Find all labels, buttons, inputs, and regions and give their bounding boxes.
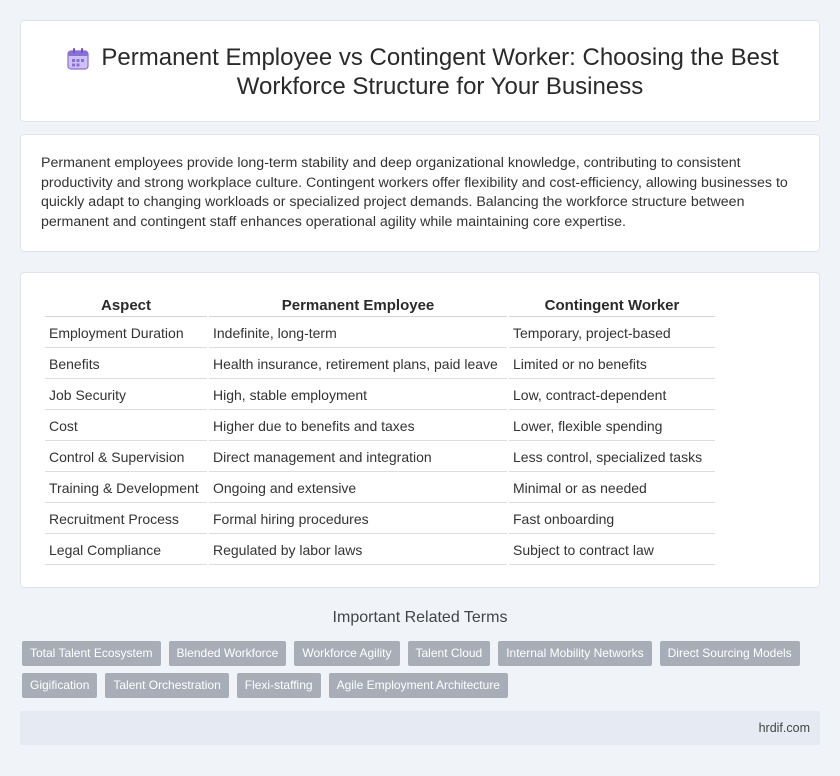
table-cell-aspect: Cost — [45, 412, 207, 441]
related-term-tag[interactable]: Agile Employment Architecture — [329, 673, 508, 698]
table-cell-permanent: Higher due to benefits and taxes — [209, 412, 507, 441]
related-term-tag[interactable]: Talent Orchestration — [105, 673, 228, 698]
table-cell-aspect: Training & Development — [45, 474, 207, 503]
table-cell-contingent: Less control, specialized tasks — [509, 443, 715, 472]
related-term-tag[interactable]: Direct Sourcing Models — [660, 641, 800, 666]
related-terms-list — [22, 641, 822, 705]
related-term-tag[interactable]: Blended Workforce — [169, 641, 287, 666]
column-header-aspect: Aspect — [45, 295, 207, 317]
table-cell-contingent: Temporary, project-based — [509, 319, 715, 348]
table-row — [45, 443, 715, 472]
table-cell-aspect: Benefits — [45, 350, 207, 379]
related-term-tag[interactable]: Gigification — [22, 673, 97, 698]
table-cell-contingent: Limited or no benefits — [509, 350, 715, 379]
table-cell-contingent: Subject to contract law — [509, 536, 715, 565]
table-cell-contingent: Lower, flexible spending — [509, 412, 715, 441]
table-row — [45, 536, 715, 565]
table-cell-permanent: Health insurance, retirement plans, paid leave — [209, 350, 507, 379]
footer-bar — [20, 711, 820, 745]
table-cell-aspect: Employment Duration — [45, 319, 207, 348]
table-cell-contingent: Minimal or as needed — [509, 474, 715, 503]
intro-card — [20, 134, 820, 252]
related-term-tag[interactable]: Internal Mobility Networks — [498, 641, 651, 666]
related-term-tag[interactable]: Total Talent Ecosystem — [22, 641, 161, 666]
table-cell-contingent: Fast onboarding — [509, 505, 715, 534]
related-term-tag[interactable]: Flexi-staffing — [237, 673, 321, 698]
comparison-table-card — [20, 272, 820, 588]
table-row — [45, 474, 715, 503]
table-cell-permanent: Regulated by labor laws — [209, 536, 507, 565]
related-terms-heading: Important Related Terms — [332, 609, 508, 626]
related-term-tag[interactable]: Talent Cloud — [408, 641, 491, 666]
table-cell-aspect: Legal Compliance — [45, 536, 207, 565]
table-cell-aspect: Recruitment Process — [45, 505, 207, 534]
table-row — [45, 505, 715, 534]
comparison-table — [43, 293, 717, 567]
footer-site-name[interactable]: hrdif.com — [758, 721, 810, 735]
table-row — [45, 412, 715, 441]
table-cell-permanent: Direct management and integration — [209, 443, 507, 472]
table-cell-contingent: Low, contract-dependent — [509, 381, 715, 410]
table-row — [45, 350, 715, 379]
table-cell-aspect: Control & Supervision — [45, 443, 207, 472]
table-cell-permanent: Formal hiring procedures — [209, 505, 507, 534]
column-header-permanent: Permanent Employee — [209, 295, 507, 317]
table-cell-permanent: Ongoing and extensive — [209, 474, 507, 503]
related-term-tag[interactable]: Workforce Agility — [294, 641, 399, 666]
table-row — [45, 381, 715, 410]
table-cell-permanent: High, stable employment — [209, 381, 507, 410]
intro-paragraph: Permanent employees provide long-term stability and deep organizational knowledge, contributing to consistent productivity and strong workplace culture. Contingent workers offer flexibility and cost-efficiency, allowing businesses to quickly adapt to changing workloads or specialized project demands. Balancing the workforce structure between permanent and contingent staff enhances operational agility while maintaining core expertise. — [41, 155, 788, 230]
table-row — [45, 319, 715, 348]
table-cell-permanent: Indefinite, long-term — [209, 319, 507, 348]
title-card — [20, 20, 820, 122]
table-cell-aspect: Job Security — [45, 381, 207, 410]
table-header-row — [45, 295, 715, 317]
page-title: Permanent Employee vs Contingent Worker: Choosing the Best Workforce Structure for Your Business — [101, 44, 779, 100]
column-header-contingent: Contingent Worker — [509, 295, 715, 317]
